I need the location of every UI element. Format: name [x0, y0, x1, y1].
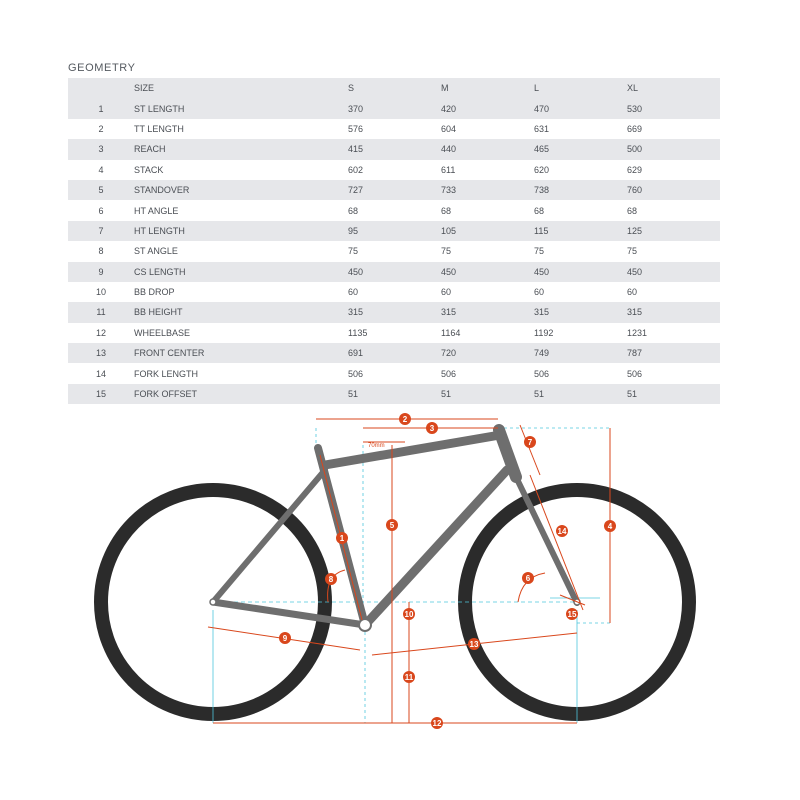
table-row [68, 119, 720, 139]
row-value-l: 631 [534, 123, 550, 134]
row-value-s: 691 [348, 348, 364, 359]
svg-text:12: 12 [432, 719, 442, 728]
row-label: CS LENGTH [134, 266, 186, 277]
svg-text:5: 5 [389, 521, 395, 530]
marker-2 [399, 413, 411, 425]
row-value-xl: 450 [627, 266, 643, 277]
marker-7 [524, 436, 536, 448]
row-value-l: 506 [534, 368, 550, 379]
row-value-xl: 68 [627, 205, 638, 216]
row-value-s: 727 [348, 185, 364, 196]
marker-8 [325, 573, 337, 585]
row-num: 10 [95, 287, 106, 298]
row-num: 6 [98, 205, 104, 216]
chainstay [213, 602, 365, 625]
row-value-m: 60 [441, 287, 452, 298]
row-value-l: 749 [534, 348, 550, 359]
marker-1 [336, 532, 348, 544]
marker-3 [426, 422, 438, 434]
row-label: WHEELBASE [134, 327, 191, 338]
row-value-xl: 1231 [627, 327, 648, 338]
row-value-l: 1192 [534, 327, 554, 338]
geometry-table [68, 78, 720, 404]
row-value-xl: 506 [627, 368, 643, 379]
row-value-xl: 629 [627, 164, 643, 175]
table-row [68, 180, 720, 200]
row-num: 8 [98, 246, 104, 257]
row-value-m: 611 [441, 164, 456, 175]
header-size-xl: XL [627, 83, 639, 94]
row-value-m: 420 [441, 103, 457, 114]
row-num: 4 [98, 164, 104, 175]
table-row [68, 160, 720, 180]
row-label: ST LENGTH [134, 103, 185, 114]
row-num: 7 [98, 225, 104, 236]
row-value-l: 470 [534, 103, 550, 114]
row-label: HT LENGTH [134, 225, 185, 236]
row-value-m: 1164 [441, 327, 461, 338]
marker-9 [279, 632, 291, 644]
svg-text:8: 8 [328, 575, 334, 584]
svg-text:10: 10 [404, 610, 414, 619]
row-num: 2 [98, 123, 104, 134]
svg-text:11: 11 [404, 673, 414, 682]
row-value-xl: 75 [627, 246, 638, 257]
header-size: SIZE [134, 83, 155, 94]
top-tube [325, 435, 500, 465]
row-num: 3 [98, 144, 104, 155]
row-num: 9 [98, 266, 104, 277]
row-value-l: 115 [534, 225, 549, 236]
svg-text:6: 6 [525, 574, 531, 583]
row-label: FORK OFFSET [134, 389, 197, 400]
table-row [68, 262, 720, 282]
row-value-s: 51 [348, 389, 359, 400]
svg-text:15: 15 [567, 610, 577, 619]
geometry-title: GEOMETRY [68, 62, 136, 74]
row-value-m: 105 [441, 225, 457, 236]
row-value-s: 95 [348, 225, 359, 236]
row-value-l: 75 [534, 246, 545, 257]
row-value-xl: 315 [627, 307, 643, 318]
row-num: 1 [98, 103, 104, 114]
marker-13 [468, 638, 480, 650]
row-value-m: 450 [441, 266, 457, 277]
svg-text:9: 9 [282, 634, 288, 643]
row-value-s: 415 [348, 144, 364, 155]
row-value-xl: 51 [627, 389, 638, 400]
marker-6 [522, 572, 534, 584]
bike-geometry-diagram [0, 405, 800, 800]
table-row [68, 302, 720, 322]
row-value-l: 60 [534, 287, 545, 298]
svg-text:1: 1 [339, 534, 345, 543]
marker-14 [556, 525, 568, 537]
marker-11 [403, 671, 415, 683]
row-value-m: 733 [441, 185, 457, 196]
table-row [68, 363, 720, 383]
svg-text:2: 2 [402, 415, 408, 424]
row-label: BB HEIGHT [134, 307, 183, 318]
row-value-l: 315 [534, 307, 550, 318]
table-row [68, 98, 720, 118]
row-label: STANDOVER [134, 185, 190, 196]
row-label: TT LENGTH [134, 123, 184, 134]
table-row [68, 221, 720, 241]
row-value-m: 720 [441, 348, 457, 359]
row-value-xl: 669 [627, 123, 643, 134]
marker-4 [604, 520, 616, 532]
bottom-bracket [359, 619, 371, 631]
table-row [68, 139, 720, 159]
table-row [68, 384, 720, 404]
row-num: 12 [95, 327, 106, 338]
row-value-xl: 530 [627, 103, 643, 114]
row-value-s: 315 [348, 307, 364, 318]
row-num: 15 [95, 389, 106, 400]
table-row [68, 323, 720, 343]
row-num: 11 [96, 307, 106, 318]
row-value-s: 450 [348, 266, 364, 277]
row-value-xl: 787 [627, 348, 643, 359]
row-value-l: 465 [534, 144, 550, 155]
row-value-xl: 500 [627, 144, 643, 155]
row-value-m: 68 [441, 205, 452, 216]
header-size-m: M [441, 83, 449, 94]
row-value-s: 370 [348, 103, 364, 114]
row-num: 5 [98, 185, 104, 196]
svg-text:13: 13 [469, 640, 479, 649]
row-value-xl: 60 [627, 287, 638, 298]
marker-15 [566, 608, 578, 620]
row-value-l: 450 [534, 266, 550, 277]
row-value-l: 620 [534, 164, 550, 175]
svg-text:4: 4 [607, 522, 613, 531]
rear-axle [210, 599, 216, 605]
row-value-xl: 125 [627, 225, 643, 236]
svg-text:3: 3 [429, 424, 435, 433]
row-label: STACK [134, 164, 164, 175]
row-value-s: 75 [348, 246, 359, 257]
header-size-l: L [534, 83, 540, 94]
svg-text:14: 14 [557, 527, 567, 536]
table-row [68, 241, 720, 261]
table-body [68, 98, 720, 404]
header-size-s: S [348, 83, 355, 94]
dim-7 [520, 425, 540, 475]
row-value-s: 1135 [348, 327, 368, 338]
table-row [68, 200, 720, 220]
marker-5 [386, 519, 398, 531]
row-value-m: 315 [441, 307, 457, 318]
standover-offset-label: 70mm [368, 443, 385, 449]
row-label: HT ANGLE [134, 205, 179, 216]
row-label: BB DROP [134, 287, 175, 298]
table-row [68, 343, 720, 363]
row-value-s: 506 [348, 368, 364, 379]
table-header-row [68, 78, 720, 98]
row-value-m: 75 [441, 246, 452, 257]
row-label: REACH [134, 144, 166, 155]
row-value-xl: 760 [627, 185, 643, 196]
row-value-s: 576 [348, 123, 364, 134]
row-value-m: 51 [441, 389, 452, 400]
row-value-m: 440 [441, 144, 457, 155]
header-num [68, 78, 134, 98]
row-value-m: 506 [441, 368, 457, 379]
row-num: 13 [95, 348, 106, 359]
row-value-s: 68 [348, 205, 359, 216]
row-value-l: 68 [534, 205, 545, 216]
row-value-l: 738 [534, 185, 550, 196]
marker-12 [431, 717, 443, 729]
row-value-s: 602 [348, 164, 364, 175]
row-value-l: 51 [534, 389, 545, 400]
row-value-s: 60 [348, 287, 359, 298]
row-label: FORK LENGTH [134, 368, 199, 379]
row-num: 14 [95, 368, 106, 379]
row-value-m: 604 [441, 123, 457, 134]
marker-10 [403, 608, 415, 620]
table-row [68, 282, 720, 302]
svg-text:7: 7 [527, 438, 533, 447]
row-label: FRONT CENTER [134, 348, 205, 359]
row-label: ST ANGLE [134, 246, 178, 257]
